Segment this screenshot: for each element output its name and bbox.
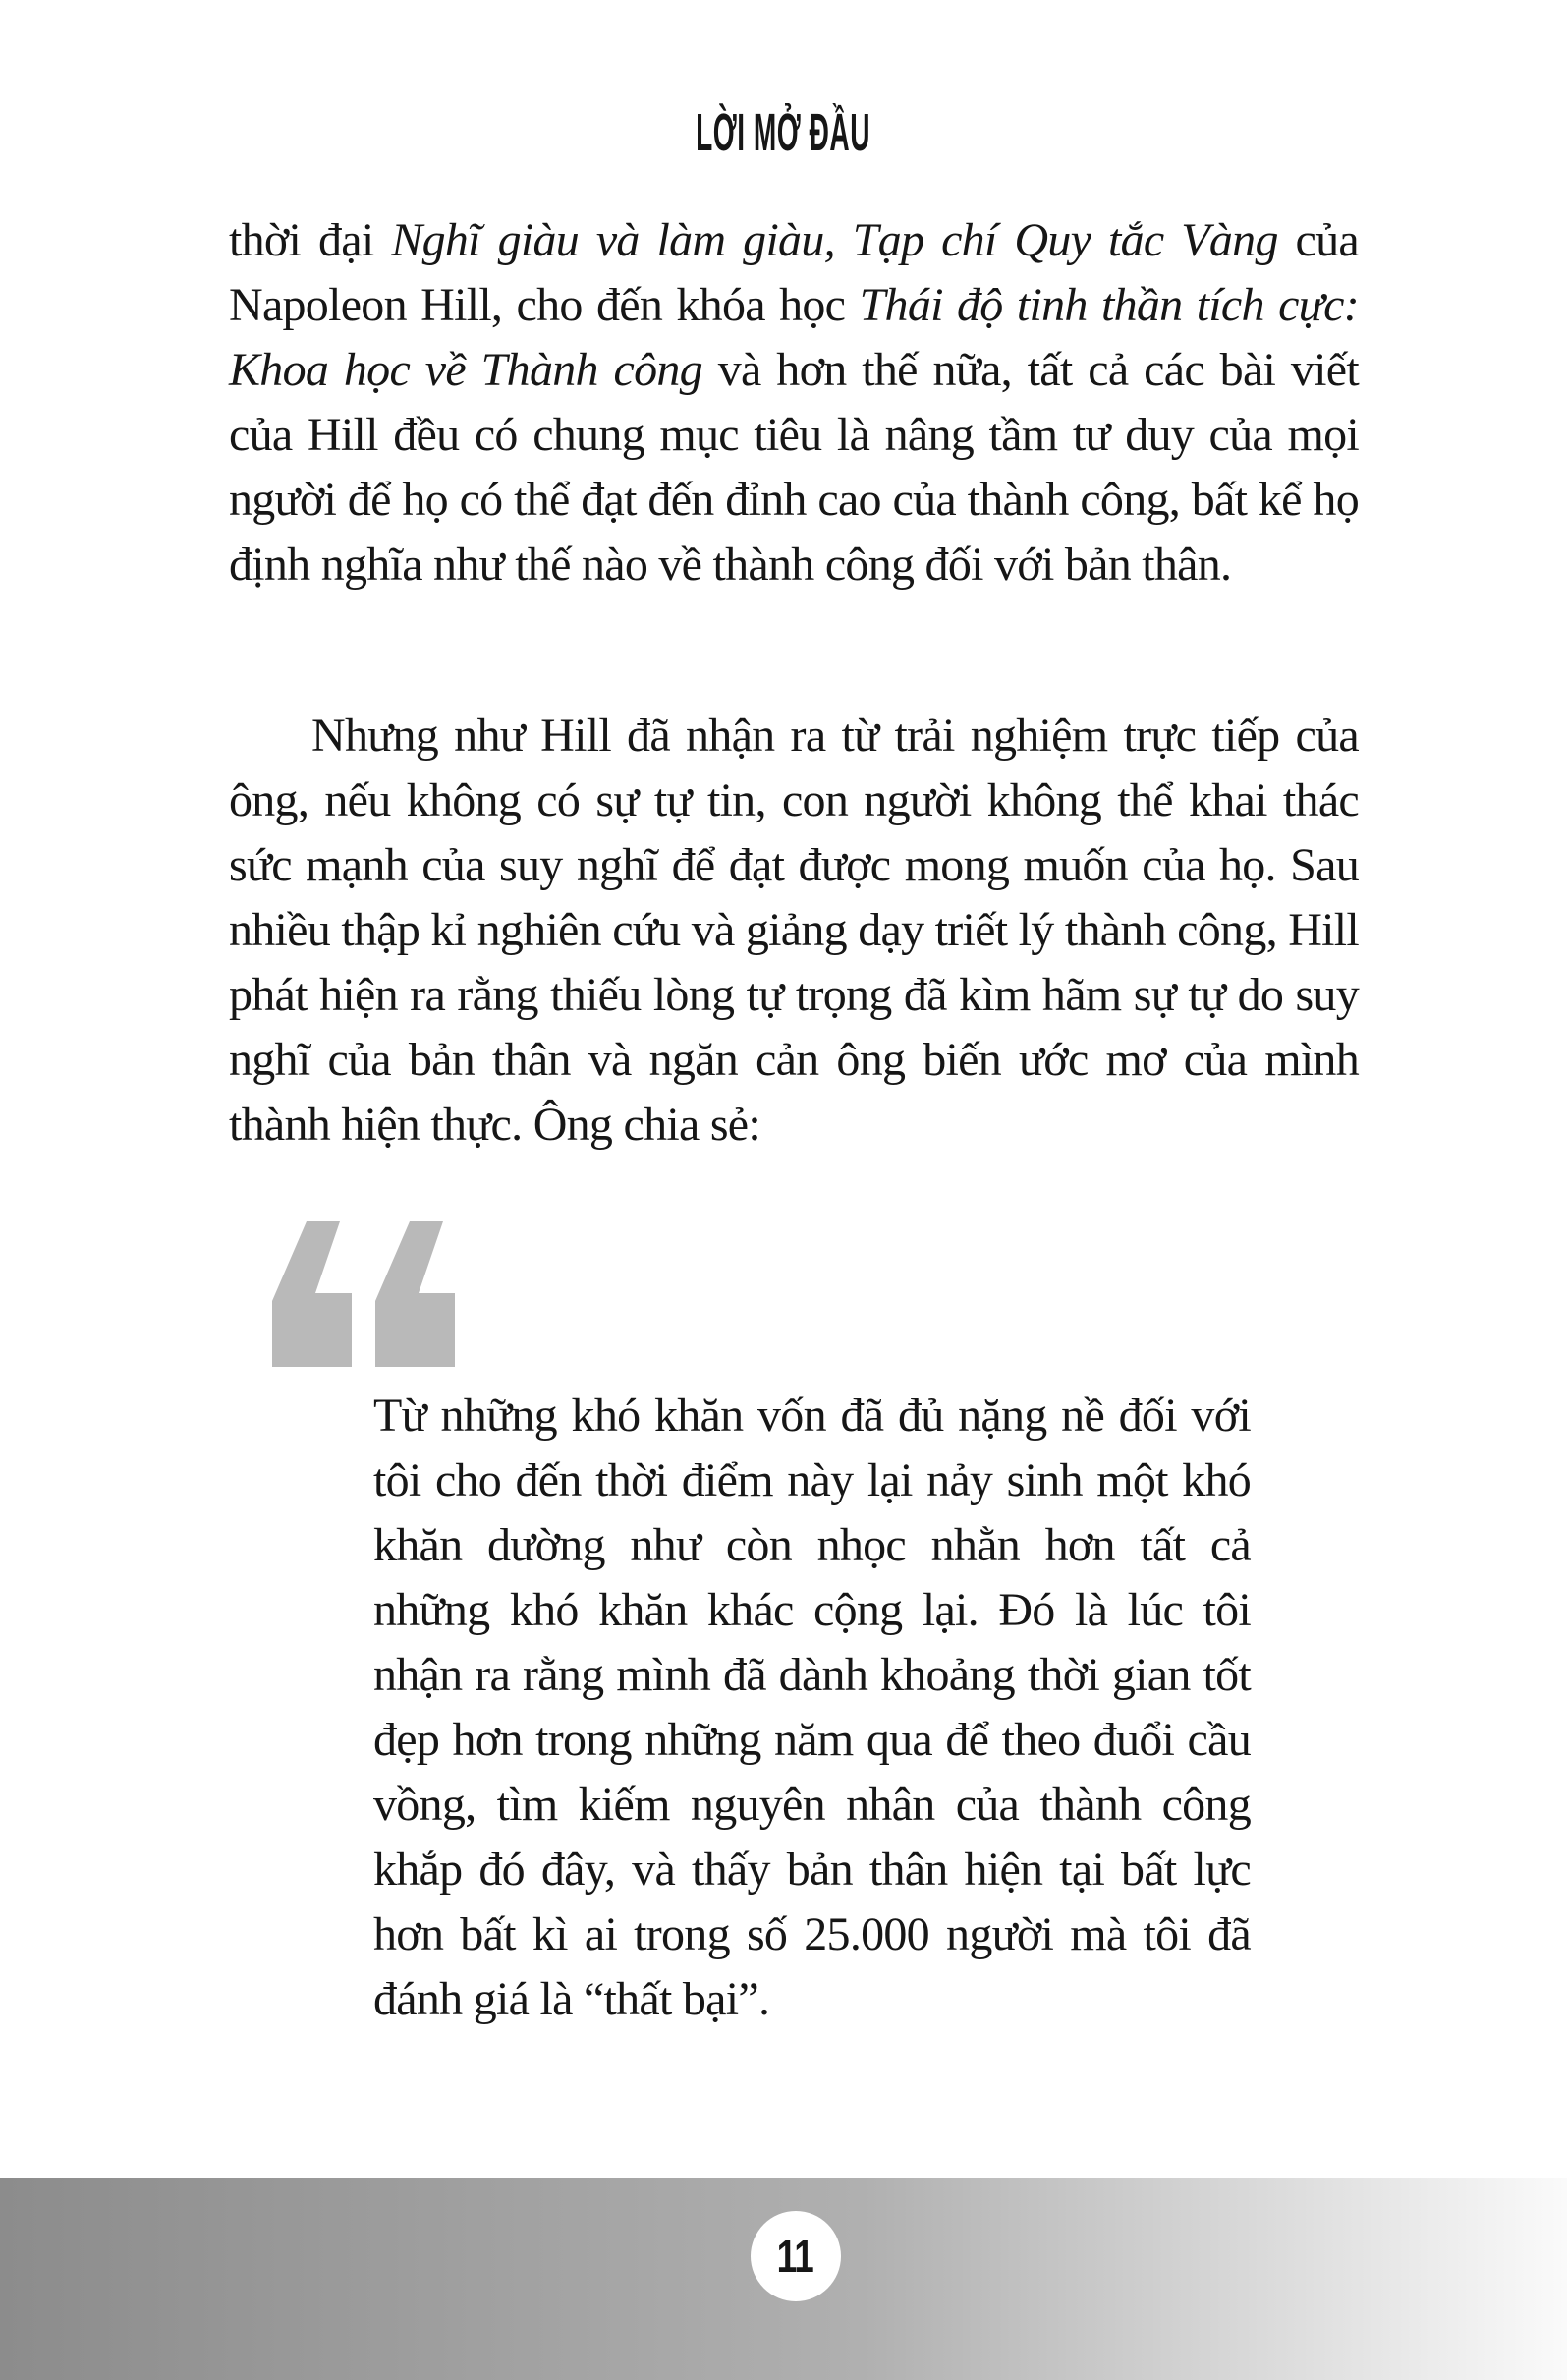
pull-quote: Từ những khó khăn vốn đã đủ nặng nề đối với tôi cho đến thời điểm này lại nảy sinh một khó khăn dường như còn nhọc nhằn hơn tất cả những khó khăn khác cộng lại. Đó là lúc tôi nhận ra rằng mình đã dành khoảng thời gian tốt đẹp hơn trong những năm qua để theo đuổi cầu vồng, tìm kiếm nguyên nhân của thành công khắp đó đây, và thấy bản thân hiện tại bất lực hơn bất kì ai trong số 25.000 người mà tôi đã đánh giá là “thất bại”. [373, 1389, 1251, 2025]
footer-gradient-band [0, 2178, 1567, 2380]
opening-double-quote-icon [272, 1221, 455, 1367]
page-number-badge [751, 2211, 841, 2301]
paragraph-1: thời đại Nghĩ giàu và làm giàu, Tạp chí Quy tắc Vàng của Napoleon Hill, cho đến khóa học Thái độ tinh thần tích cực: Khoa học về Thành công và hơn thế nữa, tất cả các bài viết của Hill đều có chung mục tiêu là nâng tầm tư duy của mọi người để họ có thể đạt đến đỉnh cao của thành công, bất kể họ định nghĩa như thế nào về thành công đối với bản thân. [229, 214, 1359, 591]
paragraph-2: Nhưng như Hill đã nhận ra từ trải nghiệm trực tiếp của ông, nếu không có sự tự tin, con người không thể khai thác sức mạnh của suy nghĩ để đạt được mong muốn của họ. Sau nhiều thập kỉ nghiên cứu và giảng dạy triết lý thành công, Hill phát hiện ra rằng thiếu lòng tự trọng đã kìm hãm sự tự do suy nghĩ của bản thân và ngăn cản ông biến ước mơ của mình thành hiện thực. Ông chia sẻ: [229, 709, 1359, 1151]
chapter-title: LỜI MỞ ĐẦU [696, 103, 871, 162]
page-body [229, 0, 1359, 2178]
page-number: 11 [776, 2231, 814, 2282]
